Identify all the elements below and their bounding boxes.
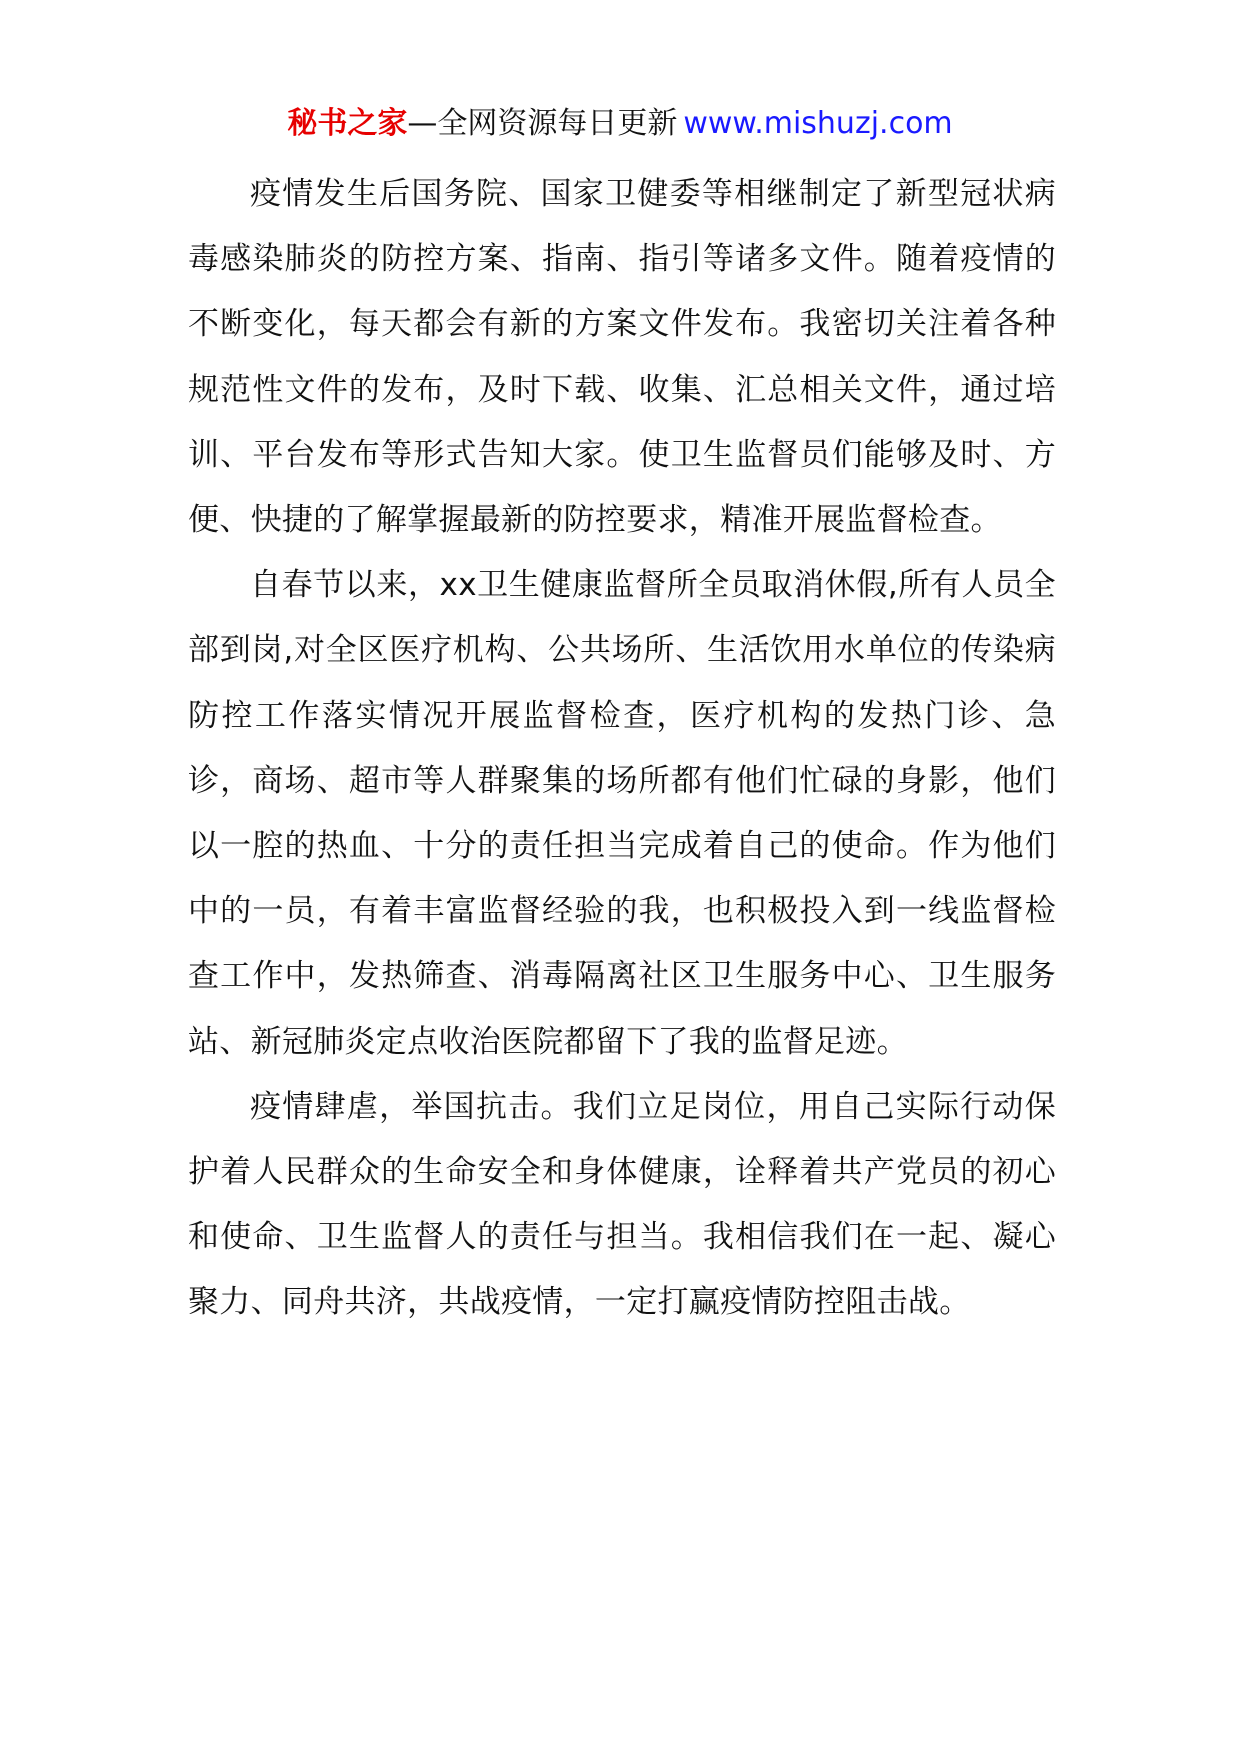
brand-name: 秘书之家: [287, 106, 408, 141]
site-url-link[interactable]: www.mishuzj.com: [683, 106, 953, 141]
page-header: [0, 102, 1240, 146]
header-tagline: —全网资源每日更新: [407, 106, 678, 141]
document-body: [188, 162, 1056, 1336]
paragraph-1: 疫情发生后国务院、国家卫健委等相继制定了新型冠状病毒感染肺炎的防控方案、指南、指引等诸多文件。随着疫情的不断变化，每天都会有新的方案文件发布。我密切关注着各种规范性文件的发布，及时下载、收集、汇总相关文件，通过培训、平台发布等形式告知大家。使卫生监督员们能够及时、方便、快捷的了解掌握最新的防控要求，精准开展监督检查。: [188, 176, 1056, 539]
paragraph-3: 疫情肆虐，举国抗击。我们立足岗位，用自己实际行动保护着人民群众的生命安全和身体健康，诠释着共产党员的初心和使命、卫生监督人的责任与担当。我相信我们在一起、凝心聚力、同舟共济，共战疫情，一定打赢疫情防控阻击战。: [188, 1088, 1056, 1321]
paragraph-2: 自春节以来，xx卫生健康监督所全员取消休假,所有人员全部到岗,对全区医疗机构、公共场所、生活饮用水单位的传染病防控工作落实情况开展监督检查，医疗机构的发热门诊、急诊，商场、超市等人群聚集的场所都有他们忙碌的身影，他们以一腔的热血、十分的责任担当完成着自己的使命。作为他们中的一员，有着丰富监督经验的我，也积极投入到一线监督检查工作中，发热筛查、消毒隔离社区卫生服务中心、卫生服务站、新冠肺炎定点收治医院都留下了我的监督足迹。: [188, 567, 1056, 1060]
